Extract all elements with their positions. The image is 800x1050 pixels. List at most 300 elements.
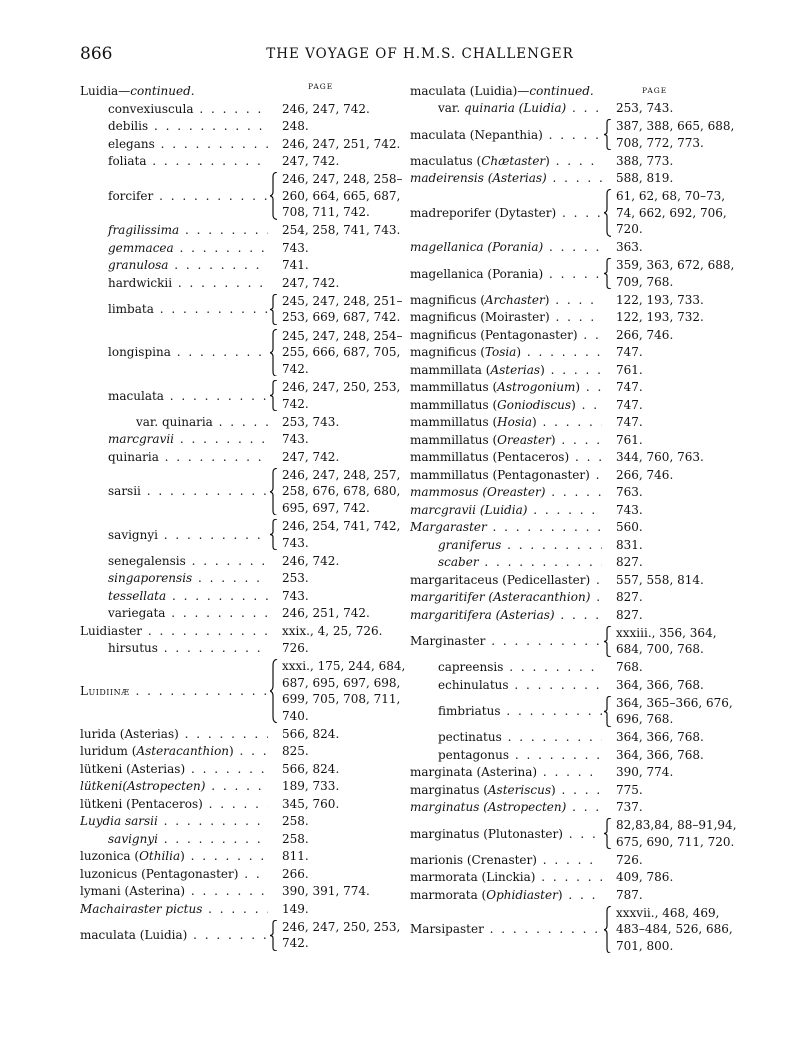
page-references xyxy=(282,136,400,153)
index-entry xyxy=(80,257,398,275)
entry-name: tessellata xyxy=(108,588,167,603)
brace-glyph xyxy=(602,117,616,152)
index-entry xyxy=(80,100,398,118)
entry-name: forcifer xyxy=(108,188,154,203)
page-references xyxy=(616,188,728,238)
curly-brace-icon xyxy=(270,468,278,516)
index-entry xyxy=(80,170,403,222)
index-entry xyxy=(80,778,398,796)
page-reference-line: 364, 366, 768. xyxy=(616,747,704,762)
index-entry xyxy=(410,170,728,188)
page-reference-line: 82,83,84, 88–91,94, xyxy=(616,818,737,832)
page-reference-line: 827. xyxy=(616,590,643,604)
brace-glyph xyxy=(268,327,282,379)
page-references xyxy=(616,817,737,850)
entry-name: maculata (Luidia) xyxy=(80,928,188,942)
entry-name: marmorata (Ophidiaster) xyxy=(410,887,563,902)
page-references xyxy=(616,554,728,571)
index-entry xyxy=(410,291,728,309)
page-references xyxy=(616,118,734,151)
page-reference-line: 827. xyxy=(616,555,643,569)
index-entry xyxy=(410,886,728,904)
brace-glyph xyxy=(268,657,282,725)
page-references xyxy=(616,484,728,501)
entry-name: lütkeni (Asterias) xyxy=(80,761,186,776)
page-references xyxy=(616,170,728,187)
index-entry xyxy=(410,781,728,799)
page-reference-line: 255, 666, 687, 705, xyxy=(282,345,401,359)
page-references xyxy=(616,309,728,326)
page-reference-line: 675, 690, 711, 720. xyxy=(616,834,735,849)
page-reference-line: 742. xyxy=(282,361,309,376)
page-reference-line: 747. xyxy=(616,345,643,359)
page-references xyxy=(282,240,398,257)
index-entry xyxy=(410,606,728,624)
brace-glyph xyxy=(268,517,282,552)
entry-name: magnificus (Moiraster) xyxy=(410,310,550,325)
entry-name: maculata (Luidia)—continued. xyxy=(410,83,594,98)
brace-glyph xyxy=(268,466,282,518)
page-reference-line: 253, 743. xyxy=(616,101,674,115)
index-entry xyxy=(410,501,728,519)
entry-name: debilis xyxy=(108,119,149,134)
index-entry xyxy=(80,239,398,257)
page-reference-line: 684, 700, 768. xyxy=(616,642,704,656)
page-references xyxy=(616,432,728,449)
page-reference-line: 741. xyxy=(282,258,309,272)
entry-name: hardwickii xyxy=(108,275,173,290)
page-references xyxy=(282,605,398,622)
page-reference-line: 246, 254, 741, 742, xyxy=(282,519,401,533)
page-reference-line: 246, 247, 248, 257, xyxy=(282,467,401,482)
page-reference-line: 483–484, 526, 686, xyxy=(616,922,733,936)
page-references xyxy=(616,344,728,361)
section-heading-text: Luidia—continued. xyxy=(80,84,195,98)
entry-name: marionis (Crenaster) xyxy=(410,852,537,867)
page-reference-line: 359, 363, 672, 688, xyxy=(616,258,735,272)
entry-name: longispina xyxy=(108,345,171,360)
brace-glyph xyxy=(602,694,616,729)
brace-glyph xyxy=(602,904,616,956)
index-entry xyxy=(80,760,398,778)
index-entry xyxy=(410,764,728,782)
page-reference-line: 695, 697, 742. xyxy=(282,500,370,515)
entry-name: Marginaster xyxy=(410,634,486,648)
curly-brace-icon xyxy=(604,119,612,150)
page-reference-line: 742. xyxy=(282,396,309,411)
index-entry xyxy=(80,830,398,848)
page-reference-line: 246, 247, 250, 253, xyxy=(282,380,401,394)
index-entry xyxy=(80,292,403,327)
page-references xyxy=(616,695,733,728)
index-entry xyxy=(410,152,728,170)
entry-name: marcgravii xyxy=(108,432,175,447)
entry-name: lütkeni(Astropecten) xyxy=(80,779,206,794)
page-references xyxy=(282,743,398,760)
page-reference-line: 825. xyxy=(282,744,309,758)
entry-name: limbata xyxy=(108,302,154,316)
page-references xyxy=(616,100,728,117)
page-reference-line: 743. xyxy=(282,535,309,550)
page-reference-line: 253. xyxy=(282,571,309,585)
page-references xyxy=(282,414,398,431)
entry-name: Luidiinæ xyxy=(80,684,130,698)
entry-name: madeirensis (Asterias) xyxy=(410,171,547,186)
page-reference-line: 566, 824. xyxy=(282,726,340,741)
entry-name: mammillatus (Pentaceros) xyxy=(410,450,570,465)
page-reference-line: 266, 746. xyxy=(616,467,674,482)
page-references xyxy=(282,153,398,170)
page-reference-line: 747. xyxy=(616,415,643,429)
page-reference-line: 189, 733. xyxy=(282,779,340,793)
page-references xyxy=(616,677,728,694)
page-references xyxy=(282,467,400,517)
page-references xyxy=(616,869,728,886)
entry-name: mammosus (Oreaster) xyxy=(410,485,546,500)
page-reference-line: 390, 774. xyxy=(616,765,674,779)
page-reference-line: 247, 742. xyxy=(282,275,340,290)
page-references xyxy=(282,518,400,551)
index-entry xyxy=(410,851,728,869)
entry-name: var. quinaria (Luidia) xyxy=(438,101,567,116)
page-references xyxy=(616,379,728,396)
index-entry xyxy=(80,552,398,570)
index-entry xyxy=(80,466,401,518)
entry-name: marcgravii (Luidia) xyxy=(410,502,528,517)
page-reference-line: 699, 705, 708, 711, xyxy=(282,692,401,706)
page-references xyxy=(616,782,728,799)
page-references xyxy=(282,831,398,848)
entry-name: magellanica (Porania) xyxy=(410,266,544,281)
index-entry xyxy=(410,396,728,414)
index-entry xyxy=(410,799,728,817)
index-entry xyxy=(410,484,728,502)
page-reference-line: 740. xyxy=(282,708,309,723)
entry-name: maculata xyxy=(108,388,164,403)
index-entry xyxy=(80,848,398,866)
page-reference-line: 122, 193, 733. xyxy=(616,292,704,307)
entry-name: sarsii xyxy=(108,484,141,499)
page-references xyxy=(616,239,728,256)
page-reference-line: 246, 251, 742. xyxy=(282,606,370,620)
page-reference-line: xxix., 4, 25, 726. xyxy=(282,623,383,638)
page-reference-line: 720. xyxy=(616,222,643,236)
index-entry xyxy=(80,813,398,831)
curly-brace-icon xyxy=(604,818,612,849)
index-entry xyxy=(80,327,403,379)
page-references xyxy=(282,222,400,239)
index-entry xyxy=(80,725,398,743)
page-number: 866 xyxy=(80,44,113,64)
index-entry xyxy=(410,379,728,397)
index-entry xyxy=(80,153,398,171)
curly-brace-icon xyxy=(270,380,278,411)
page-reference-line: 787. xyxy=(616,887,643,902)
page-reference-line: 557, 558, 814. xyxy=(616,572,704,587)
page-references xyxy=(616,887,728,904)
page-reference-line: 696, 768. xyxy=(616,712,674,726)
entry-name: lütkeni (Pentaceros) xyxy=(80,796,203,811)
page-references xyxy=(282,275,398,292)
index-entry xyxy=(410,589,728,607)
entry-name: magellanica (Porania) xyxy=(410,240,544,255)
page-reference-line: 246, 247, 251, 742. xyxy=(282,136,401,151)
page-reference-line: 364, 365–366, 676, xyxy=(616,695,733,710)
page-reference-line: 364, 366, 768. xyxy=(616,677,704,692)
page-reference-line: 708, 711, 742. xyxy=(282,205,370,219)
page-reference-line: 761. xyxy=(616,362,643,377)
page-references xyxy=(282,118,398,135)
entry-name: Margaraster xyxy=(410,520,487,535)
entry-name: mammillatus (Pentagonaster) xyxy=(410,467,590,482)
entry-name: marginatus (Astropecten) xyxy=(410,800,567,815)
entry-name: pectinatus xyxy=(438,730,502,745)
page-reference-line: 775. xyxy=(616,782,643,797)
index-entry xyxy=(80,118,398,136)
page-references xyxy=(282,796,398,813)
page-references xyxy=(282,293,403,326)
page-reference-line: 566, 824. xyxy=(282,761,340,776)
index-entry xyxy=(410,414,728,432)
index-entry xyxy=(80,413,398,431)
entry-name: gemmacea xyxy=(108,240,174,255)
running-title: THE VOYAGE OF H.M.S. CHALLENGER xyxy=(266,46,574,62)
page-references xyxy=(616,537,728,554)
page-reference-line: 245, 247, 248, 251– xyxy=(282,293,403,308)
entry-name: margaritifer (Asteracanthion) xyxy=(410,590,591,605)
index-entry xyxy=(80,918,401,953)
page-reference-line: 726. xyxy=(282,641,309,655)
entry-name: elegans xyxy=(108,136,155,151)
page-reference-line: 266. xyxy=(282,866,309,881)
page-reference-line: 388, 773. xyxy=(616,153,674,168)
page-reference-line: 709, 768. xyxy=(616,274,674,289)
page-reference-line: 708, 772, 773. xyxy=(616,135,704,150)
page-reference-line: 387, 388, 665, 688, xyxy=(616,119,735,133)
page-reference-line: 149. xyxy=(282,901,309,916)
page-reference-line: 747. xyxy=(616,380,643,394)
page-reference-line: 122, 193, 732. xyxy=(616,310,704,324)
entry-name: savignyi xyxy=(108,527,158,542)
index-entry xyxy=(410,466,728,484)
page-reference-line: 74, 662, 692, 706, xyxy=(616,205,727,220)
brace-glyph xyxy=(268,378,282,413)
page-references xyxy=(282,848,398,865)
index-entry xyxy=(410,816,737,851)
page-references xyxy=(282,379,400,412)
page-references xyxy=(616,502,728,519)
entry-name: quinaria xyxy=(108,449,159,464)
index-entry xyxy=(80,587,398,605)
index-entry xyxy=(410,187,728,239)
page-reference-line: xxxi., 175, 244, 684, xyxy=(282,659,406,673)
page-reference-line: 560. xyxy=(616,520,643,534)
page-references xyxy=(616,519,728,536)
page-references xyxy=(616,153,728,170)
page-references xyxy=(616,625,728,658)
index-entry xyxy=(410,344,728,362)
page-references xyxy=(616,764,728,781)
page-reference-line: 344, 760, 763. xyxy=(616,450,704,464)
index-entry xyxy=(80,448,398,466)
page-references xyxy=(616,327,728,344)
index-entry xyxy=(410,536,728,554)
curly-brace-icon xyxy=(604,626,612,657)
entry-name: Luidiaster xyxy=(80,623,143,638)
index-entry xyxy=(80,622,398,640)
page-references xyxy=(616,747,728,764)
page-reference-line: 248. xyxy=(282,119,309,133)
index-entry xyxy=(410,746,728,764)
entry-name: granulosa xyxy=(108,258,169,273)
index-entry xyxy=(80,883,398,901)
page-references xyxy=(616,607,728,624)
page-reference-line: 246, 247, 248, 258– xyxy=(282,172,403,186)
curly-brace-icon xyxy=(270,920,278,951)
index-entry xyxy=(410,82,728,100)
index-entry xyxy=(410,449,728,467)
page-reference-line: 743. xyxy=(616,502,643,517)
page-references xyxy=(616,589,728,606)
page-reference-line: 246, 742. xyxy=(282,553,340,568)
page-references xyxy=(282,883,398,900)
entry-name: senegalensis xyxy=(108,553,186,568)
page-references xyxy=(616,292,728,309)
curly-brace-icon xyxy=(270,294,278,325)
entry-name: lurida (Asterias) xyxy=(80,726,179,741)
index-entry xyxy=(410,100,728,118)
page-references xyxy=(282,328,403,378)
page-reference-line: 260, 664, 665, 687, xyxy=(282,188,401,203)
index-entry xyxy=(410,694,733,729)
page-reference-line: 258, 676, 678, 680, xyxy=(282,484,401,498)
page-reference-line: 761. xyxy=(616,432,643,447)
page-reference-line: 245, 247, 248, 254– xyxy=(282,328,403,343)
index-entry xyxy=(410,256,735,291)
page-references xyxy=(282,658,405,724)
entry-name: magnificus (Pentagonaster) xyxy=(410,327,578,342)
index-entry xyxy=(80,605,398,623)
page-reference-line: xxxvii., 468, 469, xyxy=(616,905,720,920)
entry-name: mammillatus (Astrogonium) xyxy=(410,380,581,395)
page-reference-line: 390, 391, 774. xyxy=(282,884,370,898)
page-reference-line: 811. xyxy=(282,849,309,863)
entry-name: graniferus xyxy=(438,537,502,552)
page-reference-line: 687, 695, 697, 698, xyxy=(282,675,401,690)
brace-glyph xyxy=(602,256,616,291)
entry-name: mammillatus (Hosia) xyxy=(410,415,537,430)
page-reference-line: 258. xyxy=(282,831,309,846)
page-references xyxy=(616,799,728,816)
page-reference-line: 737. xyxy=(616,800,643,814)
index-entry xyxy=(80,795,398,813)
entry-name: Marsipaster xyxy=(410,922,484,937)
entry-name: singaporensis xyxy=(108,571,193,586)
brace-glyph xyxy=(268,170,282,222)
page-references xyxy=(282,431,398,448)
entry-name: var. quinaria xyxy=(136,414,213,429)
index-entry xyxy=(80,743,398,761)
page-references xyxy=(616,257,734,290)
page-references xyxy=(282,257,398,274)
index-entry xyxy=(80,657,406,725)
entry-name: fragilissima xyxy=(108,223,180,238)
page-reference-line: 743. xyxy=(282,432,309,446)
index-entry xyxy=(410,309,728,327)
index-entry xyxy=(410,729,728,747)
brace-glyph xyxy=(602,187,616,239)
index-entry xyxy=(410,117,735,152)
index-entry xyxy=(80,640,398,658)
page-reference-line: 247, 742. xyxy=(282,154,340,168)
curly-brace-icon xyxy=(270,329,278,377)
page-references xyxy=(282,623,398,640)
page-references xyxy=(282,813,398,830)
page-reference-line: xxxiii., 356, 364, xyxy=(616,625,717,640)
brace-glyph xyxy=(602,624,616,659)
page-references xyxy=(616,852,728,869)
page-references xyxy=(282,449,398,466)
page-reference-line: 742. xyxy=(282,936,309,950)
curly-brace-icon xyxy=(604,906,612,954)
index-entry xyxy=(410,431,728,449)
entry-name: foliata xyxy=(108,154,147,169)
index-entry xyxy=(410,361,728,379)
page-references xyxy=(282,901,398,918)
page-reference-line: 345, 760. xyxy=(282,796,340,811)
page-reference-line: 266, 746. xyxy=(616,327,674,342)
brace-glyph xyxy=(602,816,616,851)
page-reference-line: 726. xyxy=(616,852,643,867)
page-reference-line: 747. xyxy=(616,397,643,412)
brace-glyph xyxy=(268,292,282,327)
page-references xyxy=(616,449,728,466)
entry-name: mammillatus (Goniodiscus) xyxy=(410,397,576,412)
index-entry xyxy=(80,865,398,883)
curly-brace-icon xyxy=(270,659,278,723)
entry-name: maculata (Nepanthia) xyxy=(410,127,543,142)
entry-name: luzonicus (Pentagonaster) xyxy=(80,866,239,881)
page-reference-line: 247, 742. xyxy=(282,449,340,464)
entry-name: convexiuscula xyxy=(108,101,194,116)
page-column-label: PAGE xyxy=(642,86,668,95)
entry-name: maculatus (Chætaster) xyxy=(410,153,550,168)
index-entry xyxy=(410,554,728,572)
index-entry xyxy=(410,239,728,257)
page-references xyxy=(282,171,403,221)
entry-name: luridum (Asteracanthion) xyxy=(80,744,234,759)
index-entry xyxy=(80,570,398,588)
page-references xyxy=(616,572,728,589)
entry-name: marmorata (Linckia) xyxy=(410,870,536,885)
index-column-right xyxy=(410,82,737,955)
page-reference-line: 364, 366, 768. xyxy=(616,730,704,744)
entry-name: margaritifera (Asterias) xyxy=(410,607,555,622)
entry-name: fimbriatus xyxy=(438,704,501,718)
page-references xyxy=(282,761,398,778)
entry-name: echinulatus xyxy=(438,677,509,692)
entry-name: capreensis xyxy=(438,660,504,675)
page-references xyxy=(282,588,398,605)
entry-name: marginatus (Asteriscus) xyxy=(410,782,556,797)
brace-glyph xyxy=(268,918,282,953)
page-reference-line: 588, 819. xyxy=(616,171,674,185)
index-entry xyxy=(80,378,401,413)
index-entry xyxy=(410,869,728,887)
page-reference-line: 253, 743. xyxy=(282,414,340,429)
page-reference-line: 743. xyxy=(282,240,309,255)
index-entry xyxy=(80,135,401,153)
